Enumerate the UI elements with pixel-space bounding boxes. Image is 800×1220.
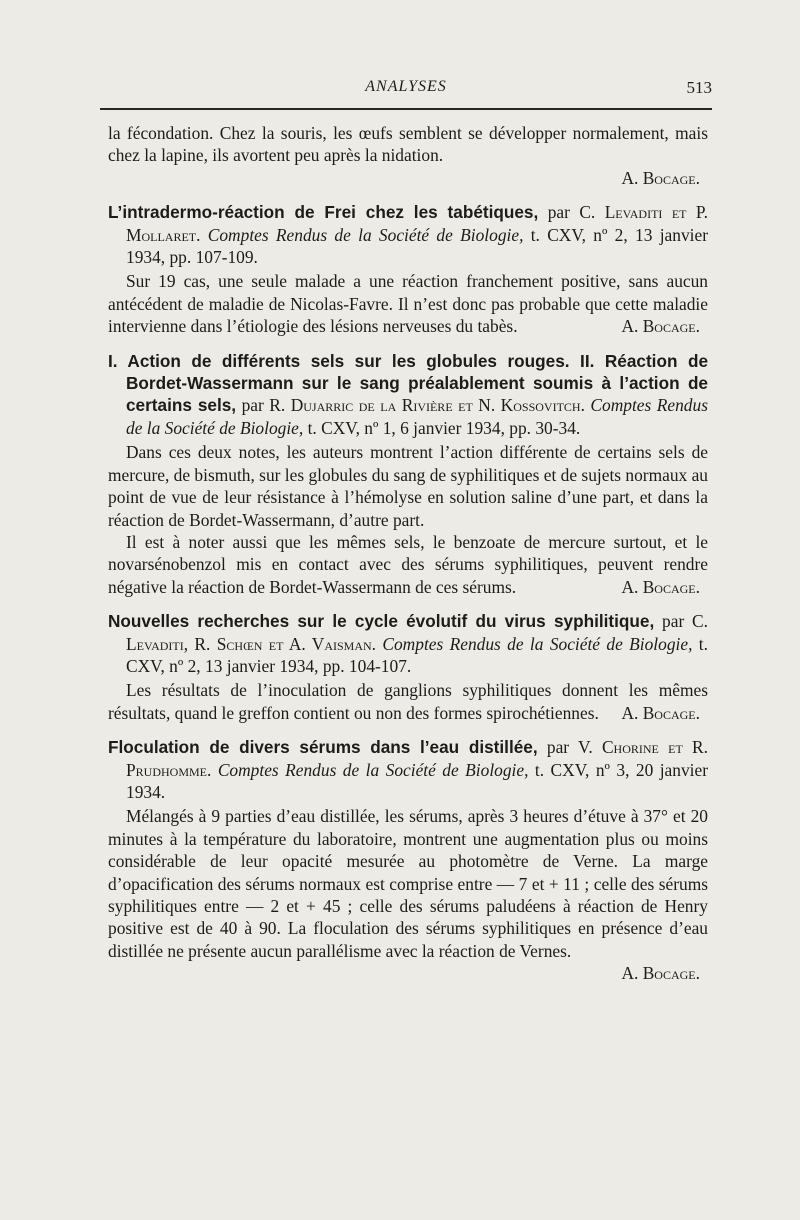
reference-by: par C. xyxy=(547,202,596,223)
text-column xyxy=(108,122,708,985)
article-title: I. Action de différents sels sur les globules rouges. II. Réaction de Bordet-Wassermann sur le sang préalablement soumis à l’action de certains sels, xyxy=(108,350,708,416)
review-body: Sur 19 cas, une seule malade a une réaction franchement positive, sans aucun antécédent de maladie de Nicolas-Favre. Il n’est donc pas probable que cette maladie intervienne dans l’étiologie des lésions nerveuses du tabès. xyxy=(108,271,708,337)
page-number: 513 xyxy=(686,78,712,97)
reference-by: par C. xyxy=(662,611,708,632)
article-title: L’intradermo-réaction de Frei chez les tabétiques, xyxy=(108,202,539,223)
review-body-paragraph xyxy=(108,531,708,598)
review-body-paragraph xyxy=(108,270,708,337)
reference-by: par V. xyxy=(546,737,593,758)
article-reference xyxy=(108,610,708,677)
header-rule xyxy=(100,108,712,110)
article-authors: Chorine et R. Prudhomme. xyxy=(126,737,708,780)
article-reference xyxy=(108,201,708,268)
review-signature: A. Bocage. xyxy=(621,576,700,597)
journal-name: Comptes Rendus de la Société de Biologie, xyxy=(126,395,708,438)
journal-name: Comptes Rendus de la Société de Biologie, xyxy=(382,633,693,654)
review-entry xyxy=(108,350,708,598)
review-signature: A. Bocage. xyxy=(621,167,700,188)
review-entry xyxy=(108,736,708,984)
citation-details: t. CXV, nº 2, 13 janvier 1934, pp. 104-107. xyxy=(126,633,708,676)
review-entry xyxy=(108,201,708,337)
review-body: Mélangés à 9 parties d’eau distillée, les sérums, après 3 heures d’étuve à 37° et 20 minutes à la température du laboratoire, montrent une augmentation plus ou moins considérable de leur opacité mesurée au photomètre de Verne. La marge d’opacification des sérums normaux est comprise entre — 7 et + 11 ; celle des sérums syphilitiques entre — 2 et + 45 ; celle des sérums paludéens à réaction de Henry positive est de 40 à 90. La floculation des sérums syphilitiques en présence d’eau distillée ne présente aucun parallélisme avec la réaction de Vernes. xyxy=(108,806,708,961)
article-title: Nouvelles recherches sur le cycle évolutif du virus syphilitique, xyxy=(108,611,655,632)
review-signature: A. Bocage. xyxy=(621,316,700,337)
citation-details: t. CXV, nº 3, 20 janvier 1934. xyxy=(126,759,708,802)
review-entry-continued xyxy=(108,122,708,189)
review-signature: A. Bocage. xyxy=(621,702,700,723)
review-signature: A. Bocage. xyxy=(621,963,700,984)
reference-by: par R. xyxy=(241,395,286,416)
article-reference xyxy=(108,350,708,440)
journal-name: Comptes Rendus de la Société de Biologie, xyxy=(217,759,529,780)
article-authors: Levaditi et P. Mollaret. xyxy=(126,202,708,245)
running-title: ANALYSES xyxy=(365,78,447,95)
citation-details: t. CXV, nº 1, 6 janvier 1934, pp. 30-34. xyxy=(307,417,581,438)
review-body: Dans ces deux notes, les auteurs montrent l’action différente de certains sels de mercure, de bismuth, sur les globules du sang de syphilitiques et de sujets normaux au point de vue de leur résistance à l’hémolyse en solution saline d’une part, et dans la réaction de Bordet-Wassermann, d’autre part. xyxy=(108,442,708,530)
review-body: Les résultats de l’inoculation de ganglions syphilitiques donnent les mêmes résultats, quand le greffon contient ou non des formes spirochétiennes. xyxy=(108,680,708,723)
article-title: Floculation de divers sérums dans l’eau distillée, xyxy=(108,737,538,758)
review-body-paragraph xyxy=(108,679,708,724)
review-entry xyxy=(108,610,708,724)
article-authors: Dujarric de la Rivière et N. Kossovitch. xyxy=(290,395,585,416)
page-header xyxy=(100,78,712,100)
article-authors: Levaditi, R. Schœn et A. Vaisman. xyxy=(126,633,377,654)
review-body: la fécondation. Chez la souris, les œufs semblent se développer normalement, mais chez la lapine, ils avortent peu après la nidation. xyxy=(108,123,708,166)
journal-name: Comptes Rendus de la Société de Biologie, xyxy=(207,224,524,245)
review-body-second: Il est à noter aussi que les mêmes sels, le benzoate de mercure surtout, et le novarsénobenzol mis en contact avec des sérums syphilitiques, peuvent rendre négative la réaction de Bordet-Wassermann de ces sérums. xyxy=(108,531,708,597)
citation-details: t. CXV, nº 2, 13 janvier 1934, pp. 107-109. xyxy=(126,224,708,268)
article-reference xyxy=(108,736,708,803)
